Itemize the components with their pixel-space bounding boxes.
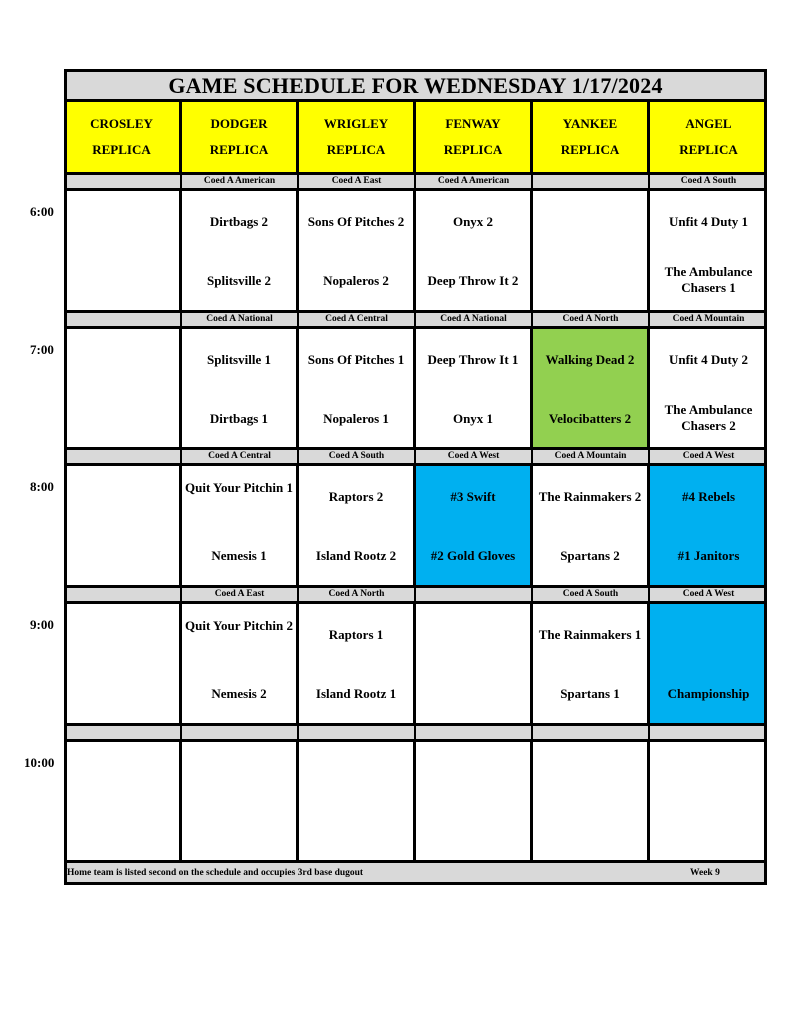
game-cell [416,604,533,723]
time-label: 8:00 [30,479,54,494]
division-label: Coed A Central [182,447,299,466]
game-cell [299,604,416,723]
division-label [64,447,182,466]
away-team: The Rainmakers 2 [538,489,642,504]
game-cell [650,466,767,585]
division-label: Coed A East [299,172,416,191]
time-label: 7:00 [30,342,54,357]
venue-name: DODGER [210,116,268,131]
division-label [416,585,533,604]
game-cell [650,742,767,860]
away-team: Quit Your Pitchin 1 [185,480,293,495]
away-team: Raptors 1 [328,627,384,642]
venue-header [299,102,416,172]
game-cell [64,604,182,723]
division-label: Coed A South [299,447,416,466]
game-cell [299,742,416,860]
division-label [64,585,182,604]
home-team: Dirtbags 1 [209,411,269,426]
home-team: The Ambulance Chasers 2 [664,402,753,433]
venue-header [416,102,533,172]
home-team: Nemesis 2 [211,686,267,701]
game-cell [299,191,416,310]
home-team: Deep Throw It 2 [427,273,519,288]
game-cell [533,329,650,448]
home-team: Splitsville 2 [207,273,271,288]
game-cell [416,742,533,860]
away-team: Sons Of Pitches 1 [307,352,405,367]
game-cell [64,329,182,448]
footer-note: Home team is listed second on the schedule and occupies 3rd base dugout [67,868,364,878]
away-team: Quit Your Pitchin 2 [185,618,293,633]
game-cell [64,191,182,310]
venue-name: ANGEL [685,116,732,131]
venue-replica: REPLICA [209,142,269,157]
page-title: GAME SCHEDULE FOR WEDNESDAY 1/17/2024 [64,69,767,102]
division-label [64,723,182,742]
venue-name: FENWAY [445,116,501,131]
venue-header [182,102,299,172]
away-team: #3 Swift [450,489,496,504]
game-cell [650,604,767,723]
division-label: Coed A Mountain [650,310,767,329]
away-team: Raptors 2 [328,489,384,504]
home-team: The Ambulance Chasers 1 [664,264,753,295]
away-team: Sons Of Pitches 2 [307,214,405,229]
division-label [650,723,767,742]
division-label: Coed A National [182,310,299,329]
away-team: #4 Rebels [681,489,736,504]
game-cell [416,329,533,448]
division-label [299,723,416,742]
schedule-sheet [64,69,767,885]
venue-replica: REPLICA [326,142,386,157]
venue-replica: REPLICA [679,142,738,157]
home-team: Island Rootz 2 [315,548,397,563]
home-team: #2 Gold Gloves [430,548,516,563]
home-team: Spartans 2 [560,548,620,563]
division-label: Coed A South [533,585,650,604]
away-team: The Rainmakers 1 [538,627,642,642]
division-label: Coed A West [650,447,767,466]
away-team: Unfit 4 Duty 1 [668,214,749,229]
division-label [416,723,533,742]
venue-header [64,102,182,172]
game-cell [299,466,416,585]
division-label: Coed A East [182,585,299,604]
division-label: Coed A West [416,447,533,466]
game-cell [182,191,299,310]
game-cell [650,191,767,310]
game-cell [533,604,650,723]
venue-name: CROSLEY [90,116,153,131]
week-label: Week 9 [690,868,720,878]
away-team: Dirtbags 2 [209,214,269,229]
game-cell [182,742,299,860]
home-team: #1 Janitors [677,548,740,563]
game-cell [533,466,650,585]
division-label [533,723,650,742]
time-label: 9:00 [30,617,54,632]
home-team: Island Rootz 1 [315,686,397,701]
time-label: 6:00 [30,204,54,219]
venue-replica: REPLICA [560,142,620,157]
home-team: Nopaleros 2 [323,273,389,288]
home-team: Onyx 1 [452,411,494,426]
away-team: Deep Throw It 1 [427,352,519,367]
game-cell [182,604,299,723]
division-label: Coed A South [650,172,767,191]
game-cell [64,466,182,585]
game-cell [64,742,182,860]
game-cell [299,329,416,448]
division-label: Coed A West [650,585,767,604]
home-team: Nopaleros 1 [323,411,389,426]
division-label: Coed A American [182,172,299,191]
away-team: Splitsville 1 [207,352,271,367]
division-label: Coed A North [533,310,650,329]
division-label: Coed A North [299,585,416,604]
division-label [182,723,299,742]
venue-replica: REPLICA [92,142,151,157]
game-cell [182,466,299,585]
home-team: Championship [667,686,750,701]
away-team: Onyx 2 [452,214,494,229]
game-cell [416,466,533,585]
game-cell [533,191,650,310]
away-team: Walking Dead 2 [545,352,635,367]
venue-name: WRIGLEY [323,116,389,131]
away-team: Unfit 4 Duty 2 [668,352,749,367]
division-label [533,172,650,191]
game-cell [416,191,533,310]
division-label [64,310,182,329]
game-cell [533,742,650,860]
division-label: Coed A Mountain [533,447,650,466]
division-label: Coed A National [416,310,533,329]
division-label: Coed A American [416,172,533,191]
home-team: Spartans 1 [560,686,620,701]
division-label [64,172,182,191]
home-team: Nemesis 1 [211,548,267,563]
time-label: 10:00 [24,755,55,770]
home-team: Velocibatters 2 [548,411,632,426]
division-label: Coed A Central [299,310,416,329]
venue-name: YANKEE [562,116,618,131]
venue-header [533,102,650,172]
venue-header [650,102,767,172]
game-cell [650,329,767,448]
footer-bar [64,860,767,885]
venue-replica: REPLICA [443,142,503,157]
game-cell [182,329,299,448]
